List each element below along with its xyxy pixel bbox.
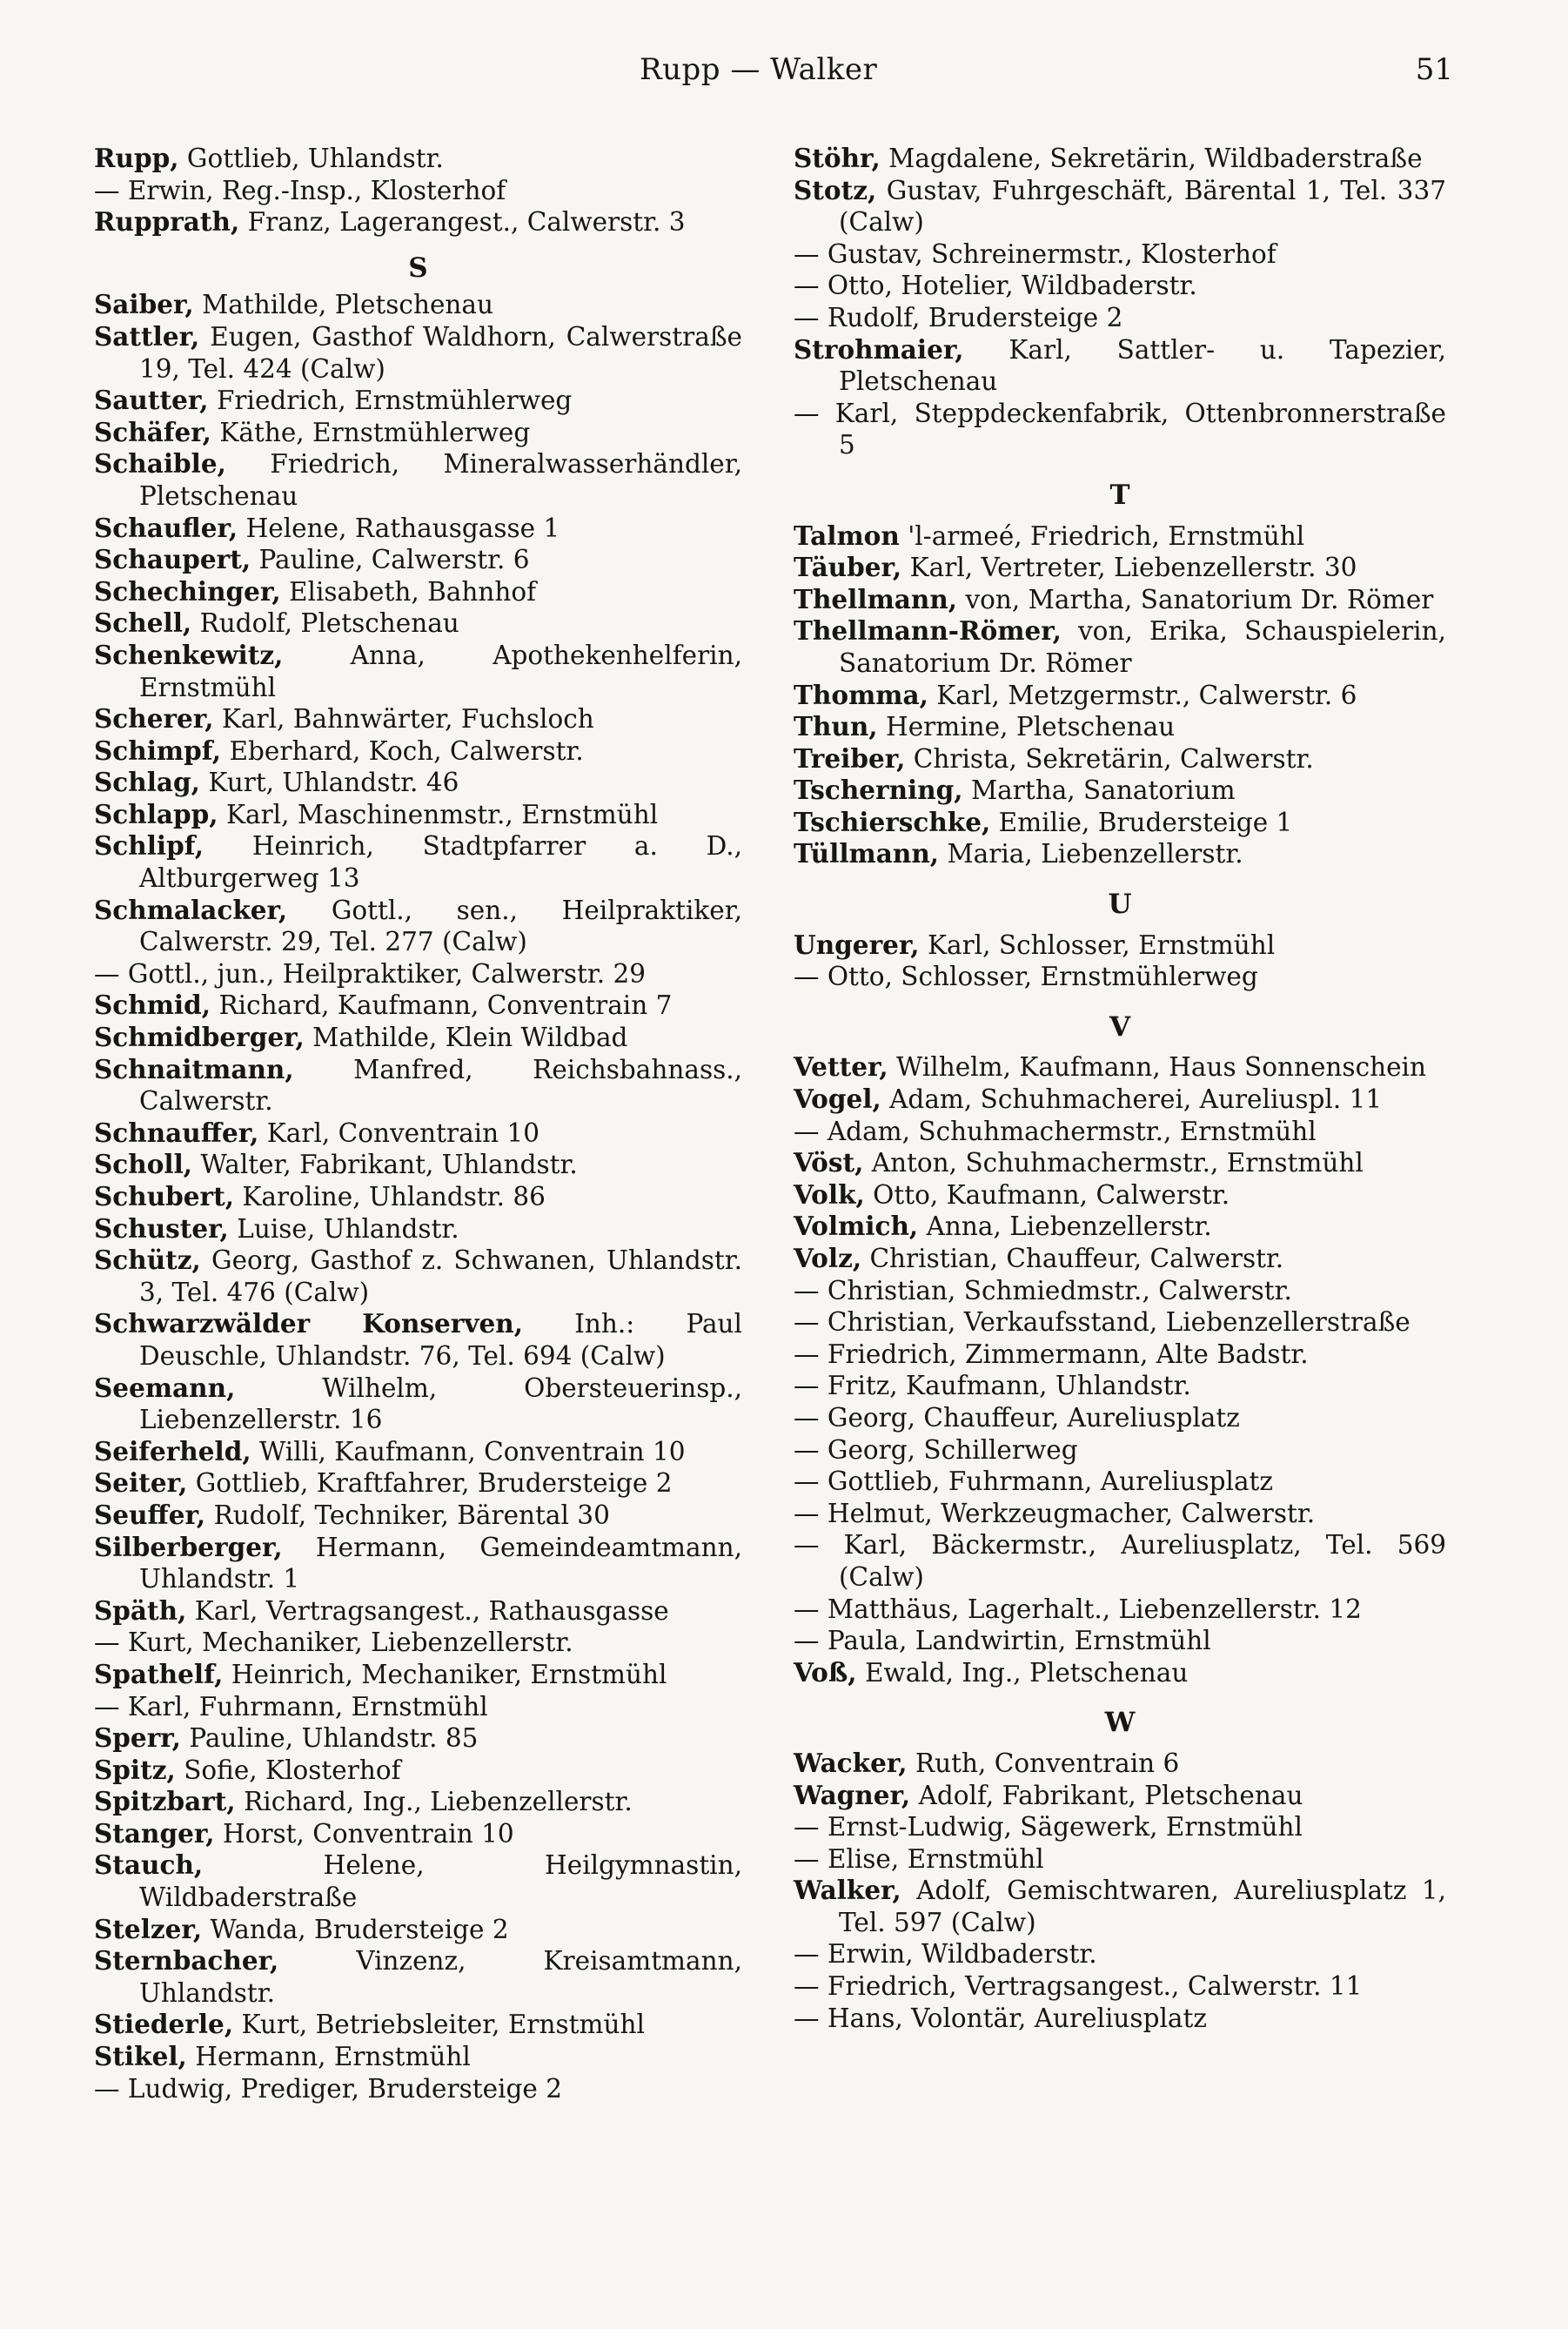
directory-entry: [94, 2073, 742, 2105]
directory-entry: [94, 1627, 742, 1659]
entry-surname: Thellmann-Römer,: [794, 615, 1062, 647]
directory-entry: [94, 576, 742, 608]
directory-entry: [94, 206, 742, 238]
directory-entry: [94, 703, 742, 735]
directory-entry: [794, 1370, 1446, 1402]
entry-details: Hermann, Gemeindeamtmann, Uhlandstr. 1: [139, 1532, 742, 1594]
entry-details: — Helmut, Werkzeugmacher, Calwerstr.: [794, 1498, 1316, 1528]
entry-surname: Schwarzwälder Konserven,: [94, 1308, 523, 1339]
entry-surname: Wacker,: [794, 1747, 908, 1778]
directory-entry: [794, 1211, 1446, 1243]
entry-surname: Schaufler,: [94, 512, 238, 543]
entry-details: Gustav, Fuhrgeschäft, Bärental 1, Tel. 337 (Calw): [839, 175, 1446, 238]
directory-entry: [794, 775, 1446, 807]
entry-surname: Schmidberger,: [94, 1022, 305, 1053]
entry-surname: Stanger,: [94, 1817, 215, 1849]
directory-entry: [794, 1657, 1446, 1689]
entry-details: Karl, Sattler- u. Tapezier, Pletschenau: [839, 334, 1446, 397]
directory-entry: [94, 990, 742, 1022]
entry-details: Mathilde, Pletschenau: [202, 290, 493, 320]
entry-details: Adolf, Gemischtwaren, Aureliusplatz 1, Tel. 597 (Calw): [839, 1876, 1446, 1937]
entry-surname: Spitz,: [94, 1754, 176, 1785]
entry-surname: Schlapp,: [94, 798, 218, 829]
entry-surname: Silberberger,: [94, 1531, 283, 1562]
directory-entry: [94, 958, 742, 990]
directory-entry: [94, 1054, 742, 1118]
section-letter: V: [1109, 1010, 1131, 1043]
directory-entry: [94, 607, 742, 640]
entry-details: — Paula, Landwirtin, Ernstmühl: [794, 1626, 1211, 1656]
entry-surname: Späth,: [94, 1594, 187, 1626]
directory-entry: [94, 2041, 742, 2073]
directory-entry: [94, 1373, 742, 1436]
entry-surname: Volk,: [794, 1178, 865, 1210]
entry-surname: Schnauffer,: [94, 1117, 259, 1148]
directory-entry: [94, 1467, 742, 1500]
directory-entry: [794, 743, 1446, 775]
entry-surname: Schlipf,: [94, 830, 204, 862]
entry-details: Inh.: Paul Deuschle, Uhlandstr. 76, Tel. 694 (Calw): [139, 1309, 742, 1371]
directory-entry: [794, 334, 1446, 398]
entry-details: Eugen, Gasthof Waldhorn, Calwerstraße 19, Tel. 424 (Calw): [139, 321, 742, 384]
directory-entry: [794, 1147, 1446, 1179]
entry-details: Mathilde, Klein Wildbad: [312, 1023, 628, 1053]
entry-details: Pauline, Calwerstr. 6: [258, 545, 530, 575]
entry-details: — Matthäus, Lagerhalt., Liebenzellerstr. 12: [794, 1594, 1362, 1624]
directory-entry: [94, 1500, 742, 1532]
entry-details: — Fritz, Kaufmann, Uhlandstr.: [794, 1371, 1191, 1401]
entry-details: Manfred, Reichsbahnass., Calwerstr.: [139, 1054, 742, 1117]
running-header-title: Rupp — Walker: [640, 52, 878, 87]
directory-entry: [794, 1970, 1446, 2003]
directory-entry: [794, 615, 1446, 679]
directory-entry: [94, 1118, 742, 1150]
entry-details: — Adam, Schuhmachermstr., Ernstmühl: [794, 1116, 1317, 1146]
entry-details: Anna, Liebenzellerstr.: [926, 1211, 1212, 1242]
directory-entry: [794, 1339, 1446, 1371]
entry-details: Heinrich, Stadtpfarrer a. D., Altburgerweg 13: [139, 831, 742, 894]
entry-surname: Stauch,: [94, 1849, 204, 1881]
entry-surname: Seiter,: [94, 1467, 188, 1499]
directory-entry: [794, 1402, 1446, 1434]
entry-surname: Vetter,: [794, 1051, 888, 1083]
directory-entry: [794, 1811, 1446, 1843]
entry-surname: Schuster,: [94, 1212, 229, 1244]
directory-entry: [94, 1722, 742, 1755]
page-number: 51: [1415, 52, 1453, 87]
directory-entry: [794, 1625, 1446, 1657]
entry-details: Gottl., sen., Heilpraktiker, Calwerstr. 29, Tel. 277 (Calw): [139, 895, 742, 957]
entry-details: Richard, Kaufmann, Conventrain 7: [218, 990, 673, 1021]
entry-surname: Sternbacher,: [94, 1945, 279, 1977]
entry-details: — Erwin, Wildbaderstr.: [794, 1939, 1097, 1970]
entry-surname: Treiber,: [794, 742, 906, 774]
entry-surname: Thun,: [794, 711, 878, 742]
entry-surname: Schenkewitz,: [94, 639, 284, 670]
entry-details: Emilie, Brudersteige 1: [998, 807, 1293, 837]
entry-details: Anton, Schuhmachermstr., Ernstmühl: [871, 1148, 1364, 1178]
entry-details: Karoline, Uhlandstr. 86: [242, 1182, 546, 1211]
entry-details: Christa, Sekretärin, Calwerstr.: [913, 743, 1314, 774]
entry-details: Karl, Bahnwärter, Fuchsloch: [221, 704, 594, 735]
directory-entry: [794, 520, 1446, 553]
directory-entry: [794, 711, 1446, 743]
directory-entry: [94, 1532, 742, 1595]
directory-entry: [794, 680, 1446, 712]
directory-entry: [794, 1498, 1446, 1530]
directory-entry: [94, 830, 742, 894]
entry-surname: Thomma,: [794, 679, 928, 710]
entry-details: Sofie, Klosterhof: [184, 1755, 401, 1785]
entry-details: Karl, Metzgermstr., Calwerstr. 6: [936, 680, 1357, 710]
entry-surname: Schaupert,: [94, 544, 251, 575]
entry-surname: Rupp,: [94, 143, 179, 173]
directory-entry: [94, 1755, 742, 1787]
entry-details: Hermine, Pletschenau: [885, 712, 1176, 742]
directory-entry: [794, 1780, 1446, 1812]
entry-details: Gottlieb, Uhlandstr.: [186, 144, 444, 173]
directory-entry: [94, 1786, 742, 1818]
entry-surname: Seiferheld,: [94, 1435, 251, 1467]
entry-details: — Kurt, Mechaniker, Liebenzellerstr.: [94, 1628, 573, 1658]
entry-details: Karl, Schlosser, Ernstmühl: [927, 930, 1276, 960]
directory-entry: [794, 807, 1446, 839]
directory-entry: [794, 1748, 1446, 1780]
entry-details: Wanda, Brudersteige 2: [210, 1914, 509, 1944]
entry-details: von, Martha, Sanatorium Dr. Römer: [965, 584, 1434, 614]
entry-surname: Tüllmann,: [794, 838, 940, 869]
directory-entry: [794, 930, 1446, 962]
entry-details: Horst, Conventrain 10: [222, 1818, 514, 1849]
entry-details: — Erwin, Reg.-Insp., Klosterhof: [94, 175, 506, 205]
entry-surname: Stiederle,: [94, 2009, 234, 2040]
directory-entry: [94, 1181, 742, 1213]
entry-details: — Elise, Ernstmühl: [794, 1843, 1044, 1874]
entry-details: — Georg, Schillerweg: [794, 1434, 1078, 1465]
entry-details: Karl, Vertragsangest., Rathausgasse: [194, 1595, 669, 1626]
entry-details: — Hans, Volontär, Aureliusplatz: [794, 2003, 1207, 2033]
entry-surname: Täuber,: [794, 552, 902, 583]
entry-surname: Thellmann,: [794, 583, 958, 614]
entry-surname: Rupprath,: [94, 206, 240, 238]
directory-entry: [94, 640, 742, 703]
section-letter: S: [408, 252, 428, 284]
directory-entry: [94, 175, 742, 207]
directory-entry: [794, 270, 1446, 302]
entry-details: — Karl, Bäckermstr., Aureliusplatz, Tel. 569 (Calw): [794, 1530, 1446, 1592]
entry-surname: Volz,: [794, 1243, 862, 1273]
entry-surname: Spathelf,: [94, 1658, 224, 1689]
entry-details: Elisabeth, Bahnhof: [289, 576, 537, 607]
entry-surname: Stotz,: [794, 174, 877, 205]
directory-entry: [794, 1084, 1446, 1116]
directory-entry: [94, 1245, 742, 1308]
entry-surname: Voß,: [794, 1656, 857, 1688]
section-letter: T: [1109, 479, 1130, 511]
entry-details: Maria, Liebenzellerstr.: [947, 839, 1243, 869]
entry-surname: Schechinger,: [94, 575, 281, 607]
entry-details: — Otto, Hotelier, Wildbaderstr.: [794, 271, 1197, 301]
entry-surname: Schnaitmann,: [94, 1053, 294, 1084]
entry-details: Rudolf, Pletschenau: [199, 608, 459, 639]
directory-entry: [94, 143, 742, 175]
directory-entry: [794, 552, 1446, 584]
entry-details: — Karl, Fuhrmann, Ernstmühl: [94, 1691, 488, 1722]
entry-details: Friedrich, Mineralwasserhändler, Pletschenau: [139, 449, 742, 511]
entry-details: Adolf, Fabrikant, Pletschenau: [918, 1780, 1303, 1810]
entry-surname: Spitzbart,: [94, 1786, 236, 1817]
entry-details: Kurt, Uhlandstr. 46: [208, 768, 459, 798]
directory-entry: [94, 799, 742, 831]
directory-entry: [94, 1945, 742, 2009]
directory-entry: [94, 544, 742, 576]
entry-details: Richard, Ing., Liebenzellerstr.: [244, 1787, 633, 1817]
directory-entry: [94, 1659, 742, 1691]
directory-entry: [94, 1691, 742, 1723]
entry-details: Kurt, Betriebsleiter, Ernstmühl: [241, 2010, 645, 2040]
entry-surname: Vöst,: [794, 1147, 864, 1178]
entry-details: — Friedrich, Zimmermann, Alte Badstr.: [794, 1339, 1309, 1369]
entry-details: — Christian, Verkaufsstand, Liebenzellerstraße: [794, 1307, 1411, 1338]
entry-surname: Tschierschke,: [794, 806, 991, 837]
entry-details: Anna, Apothekenhelferin, Ernstmühl: [139, 640, 742, 702]
entry-surname: Schimpf,: [94, 735, 222, 766]
directory-entry: [794, 1875, 1446, 1938]
entry-details: — Friedrich, Vertragsangest., Calwerstr. 11: [794, 1971, 1363, 2002]
directory-entry: [94, 1818, 742, 1850]
directory-entry: [94, 1595, 742, 1628]
directory-entry: [94, 767, 742, 799]
entry-surname: Volmich,: [794, 1211, 919, 1242]
entry-details: Helene, Rathausgasse 1: [245, 513, 560, 543]
entry-details: Otto, Kaufmann, Calwerstr.: [873, 1179, 1230, 1210]
directory-entry: [794, 1275, 1446, 1307]
entry-details: — Rudolf, Brudersteige 2: [794, 302, 1123, 332]
entry-details: Rudolf, Techniker, Bärental 30: [213, 1500, 610, 1530]
entry-surname: Schäfer,: [94, 416, 211, 447]
entry-details: von, Erika, Schauspielerin, Sanatorium Dr. Römer: [839, 616, 1446, 678]
directory-entry: [94, 1149, 742, 1181]
entry-details: — Gustav, Schreinermstr., Klosterhof: [794, 238, 1277, 269]
entry-details: Pauline, Uhlandstr. 85: [189, 1723, 479, 1754]
entry-details: Käthe, Ernstmühlerweg: [219, 417, 531, 447]
entry-surname: Sattler,: [94, 320, 200, 352]
entry-details: Luise, Uhlandstr.: [237, 1213, 459, 1244]
entry-details: Adam, Schuhmacherei, Aureliuspl. 11: [889, 1084, 1383, 1115]
entry-details: — Ernst-Ludwig, Sägewerk, Ernstmühl: [794, 1812, 1303, 1842]
entry-details: Karl, Vertreter, Liebenzellerstr. 30: [909, 553, 1357, 583]
entry-details: Ewald, Ing., Pletschenau: [864, 1657, 1189, 1688]
directory-entry: [794, 238, 1446, 271]
entry-details: Magdalene, Sekretärin, Wildbaderstraße: [888, 144, 1423, 173]
entry-details: Karl, Conventrain 10: [266, 1118, 540, 1148]
directory-entry: [94, 321, 742, 385]
entry-details: — Karl, Steppdeckenfabrik, Ottenbronnerstraße 5: [794, 398, 1446, 460]
entry-surname: Seuffer,: [94, 1499, 206, 1530]
directory-entry: [94, 1308, 742, 1372]
directory-entry: [94, 1849, 742, 1913]
directory-entry: [94, 1914, 742, 1946]
entry-surname: Scherer,: [94, 703, 214, 735]
directory-entry: [794, 1434, 1446, 1467]
entry-details: Ruth, Conventrain 6: [915, 1748, 1180, 1778]
entry-details: — Christian, Schmiedmstr., Calwerstr.: [794, 1275, 1292, 1305]
entry-details: Georg, Gasthof z. Schwanen, Uhlandstr. 3, Tel. 476 (Calw): [139, 1245, 742, 1307]
directory-entry: [794, 2003, 1446, 2035]
entry-details: Eberhard, Koch, Calwerstr.: [229, 735, 584, 766]
entry-surname: Strohmaier,: [794, 333, 964, 365]
entry-details: Walter, Fabrikant, Uhlandstr.: [200, 1150, 578, 1180]
directory-entry: [794, 143, 1446, 175]
entry-details: Karl, Maschinenmstr., Ernstmühl: [225, 799, 659, 829]
entry-details: — Gottl., jun., Heilpraktiker, Calwerstr. 29: [94, 958, 647, 989]
entry-surname: Stikel,: [94, 2041, 187, 2072]
directory-entry: [794, 1051, 1446, 1084]
entry-details: Martha, Sanatorium: [970, 775, 1236, 806]
directory-entry: [94, 735, 742, 768]
directory-entry: [94, 1022, 742, 1054]
right-column: [794, 143, 1446, 2034]
directory-entry: [794, 1306, 1446, 1339]
directory-entry: [794, 838, 1446, 870]
directory-entry: [794, 1843, 1446, 1876]
directory-entry: [794, 1938, 1446, 1970]
entry-surname: Schaible,: [94, 448, 226, 480]
entry-surname: Walker,: [794, 1875, 901, 1906]
directory-entry: [94, 417, 742, 449]
entry-surname: Stöhr,: [794, 143, 881, 173]
directory-entry: [794, 1243, 1446, 1275]
entry-surname: Schlag,: [94, 767, 200, 798]
directory-entry: [94, 513, 742, 545]
entry-surname: Scholl,: [94, 1149, 193, 1180]
entry-details: Wilhelm, Kaufmann, Haus Sonnenschein: [896, 1052, 1426, 1083]
directory-entry: [794, 398, 1446, 461]
entry-details: Gottlieb, Kraftfahrer, Brudersteige 2: [195, 1468, 673, 1499]
entry-details: Helene, Heilgymnastin, Wildbaderstraße: [139, 1850, 742, 1913]
entry-details: Wilhelm, Obersteuerinsp., Liebenzellerstr. 16: [139, 1373, 742, 1435]
directory-entry: [794, 302, 1446, 334]
directory-entry: [794, 1466, 1446, 1498]
entry-details: Christian, Chauffeur, Calwerstr.: [869, 1244, 1284, 1273]
entry-surname: Schell,: [94, 607, 192, 639]
entry-details: — Otto, Schlosser, Ernstmühlerweg: [794, 962, 1258, 992]
entry-details: Friedrich, Ernstmühlerweg: [216, 386, 573, 416]
entry-details: Hermann, Ernstmühl: [195, 2042, 471, 2072]
entry-surname: Schubert,: [94, 1181, 234, 1211]
entry-surname: Talmon: [794, 520, 900, 551]
directory-entry: [794, 1116, 1446, 1148]
left-column: [94, 143, 742, 2104]
entry-details: — Gottlieb, Fuhrmann, Aureliusplatz: [794, 1467, 1273, 1497]
entry-details: Franz, Lagerangest., Calwerstr. 3: [247, 207, 686, 238]
directory-entry: [794, 175, 1446, 238]
directory-entry: [794, 1529, 1446, 1593]
entry-surname: Sautter,: [94, 385, 209, 416]
directory-entry: [94, 1436, 742, 1468]
section-letter: U: [1108, 889, 1132, 921]
directory-entry: [794, 961, 1446, 993]
directory-entry: [794, 1594, 1446, 1626]
entry-details: — Georg, Chauffeur, Aureliusplatz: [794, 1402, 1240, 1433]
entry-surname: Stelzer,: [94, 1913, 203, 1944]
directory-entry: [94, 289, 742, 321]
entry-surname: Wagner,: [794, 1779, 911, 1810]
section-letter: W: [1104, 1707, 1136, 1739]
directory-entry: [94, 385, 742, 417]
directory-entry: [94, 895, 742, 958]
entry-details: — Ludwig, Prediger, Brudersteige 2: [94, 2073, 562, 2104]
entry-surname: Saiber,: [94, 289, 194, 320]
entry-details: 'l-armeé, Friedrich, Ernstmühl: [908, 520, 1305, 551]
entry-surname: Tscherning,: [794, 775, 963, 806]
entry-surname: Schmalacker,: [94, 894, 288, 925]
entry-surname: Vogel,: [794, 1084, 881, 1115]
directory-entry: [794, 1179, 1446, 1211]
running-header: [0, 52, 1568, 94]
directory-entry: [94, 1213, 742, 1245]
directory-entry: [94, 2009, 742, 2041]
entry-details: Heinrich, Mechaniker, Ernstmühl: [231, 1659, 667, 1689]
entry-surname: Schütz,: [94, 1245, 201, 1276]
entry-details: Vinzenz, Kreisamtmann, Uhlandstr.: [139, 1946, 742, 2008]
entry-surname: Ungerer,: [794, 929, 920, 960]
entry-surname: Schmid,: [94, 990, 211, 1021]
directory-entry: [794, 584, 1446, 616]
entry-surname: Sperr,: [94, 1722, 181, 1754]
entry-surname: Seemann,: [94, 1372, 236, 1403]
directory-entry: [94, 448, 742, 512]
entry-details: Willi, Kaufmann, Conventrain 10: [259, 1436, 686, 1467]
